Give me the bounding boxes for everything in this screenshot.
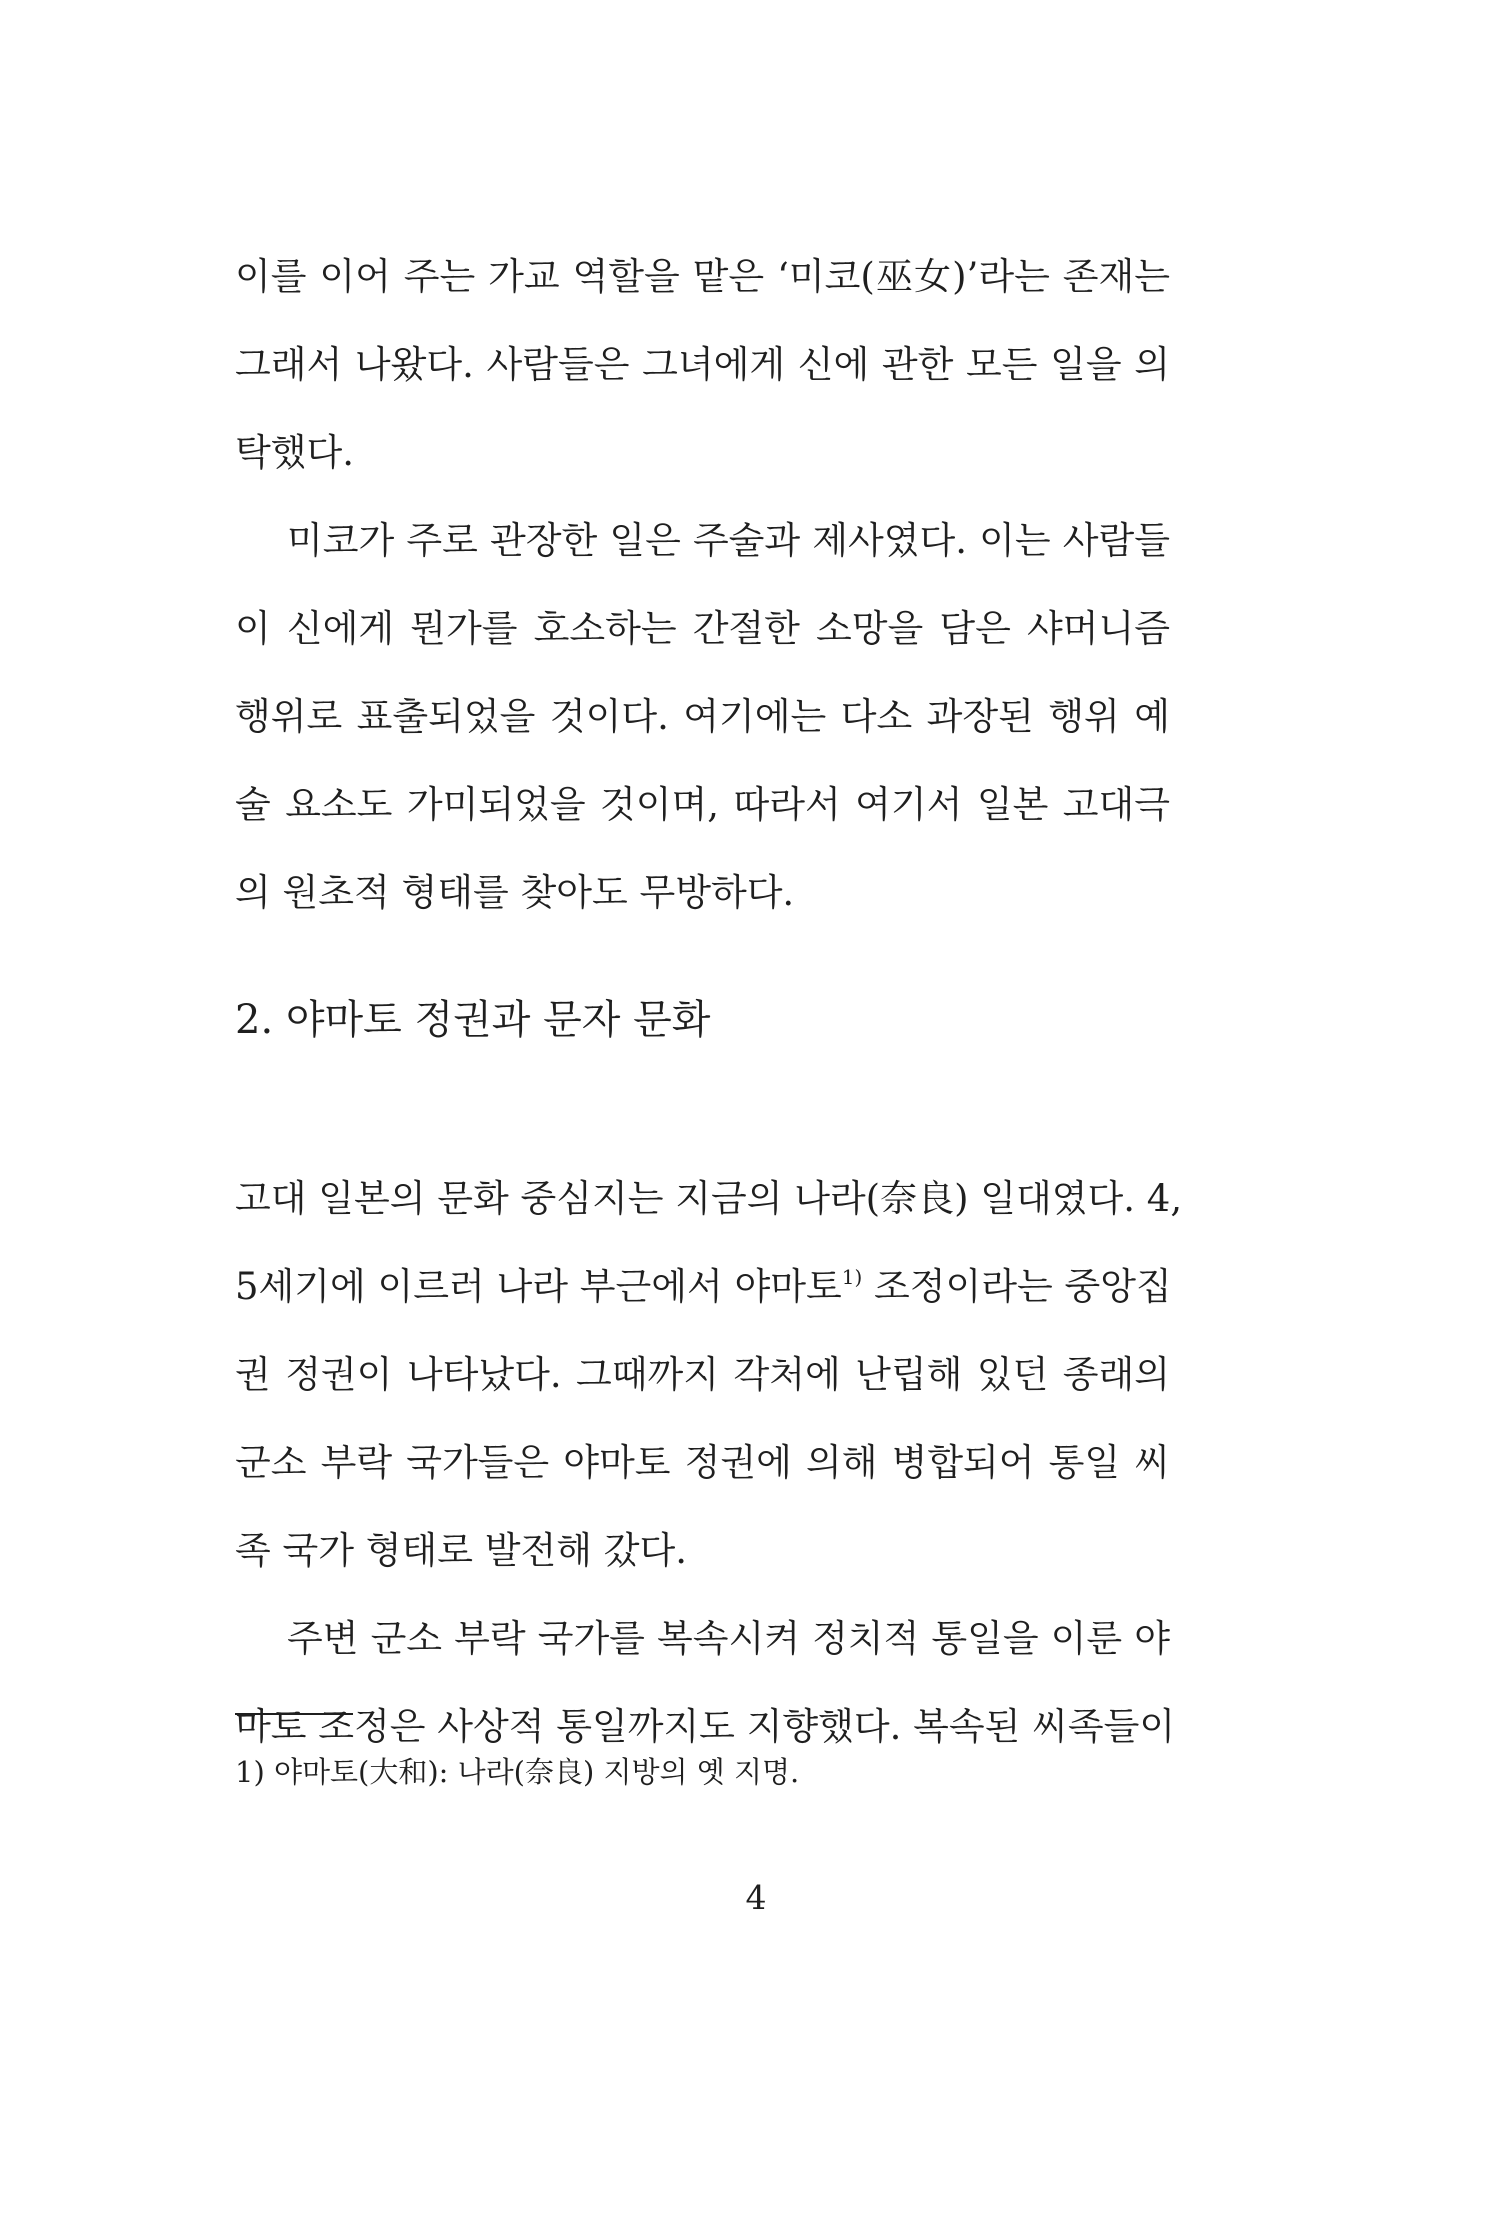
body-text-section bbox=[235, 1155, 1183, 1771]
section-heading: 2. 야마토 정권과 문자 문화 bbox=[235, 997, 711, 1043]
page-number: 4 bbox=[745, 1878, 767, 1917]
text-line: 주변 군소 부락 국가를 복속시켜 정치적 통일을 이룬 야 bbox=[287, 1617, 1170, 1660]
text-line: 의 원초적 형태를 찾아도 무방하다. bbox=[235, 871, 795, 914]
body-text-top bbox=[235, 233, 1170, 937]
text-line: 군소 부락 국가들은 야마토 정권에 의해 병합되어 통일 씨 bbox=[235, 1441, 1170, 1484]
text-line: 탁했다. bbox=[235, 431, 354, 474]
text-line: 족 국가 형태로 발전해 갔다. bbox=[235, 1529, 687, 1572]
text-line: 술 요소도 가미되었을 것이며, 따라서 여기서 일본 고대극 bbox=[235, 783, 1170, 826]
text-line: 이 신에게 뭔가를 호소하는 간절한 소망을 담은 샤머니즘 bbox=[235, 607, 1170, 650]
text-line: 이를 이어 주는 가교 역할을 맡은 ‘미코(巫女)’라는 존재는 bbox=[235, 255, 1170, 298]
footnote: 1) 야마토(大和): 나라(奈良) 지방의 옛 지명. bbox=[235, 1755, 800, 1789]
footnote-reference[interactable]: 1) bbox=[841, 1265, 863, 1289]
text-line: 마토 조정은 사상적 통일까지도 지향했다. 복속된 씨족들이 bbox=[235, 1705, 1176, 1748]
footnote-divider bbox=[235, 1713, 353, 1715]
text-span: 조정이라는 중앙집 bbox=[862, 1265, 1172, 1308]
text-line-with-footnote bbox=[235, 1243, 1170, 1331]
text-line: 행위로 표출되었을 것이다. 여기에는 다소 과장된 행위 예 bbox=[235, 695, 1170, 738]
text-line: 권 정권이 나타났다. 그때까지 각처에 난립해 있던 종래의 bbox=[235, 1353, 1170, 1396]
text-span: 5세기에 이르러 나라 부근에서 야마토 bbox=[235, 1265, 842, 1308]
text-line: 미코가 주로 관장한 일은 주술과 제사였다. 이는 사람들 bbox=[287, 519, 1170, 562]
text-line: 고대 일본의 문화 중심지는 지금의 나라(奈良) 일대였다. 4, bbox=[235, 1177, 1183, 1220]
text-line: 그래서 나왔다. 사람들은 그녀에게 신에 관한 모든 일을 의 bbox=[235, 343, 1170, 386]
